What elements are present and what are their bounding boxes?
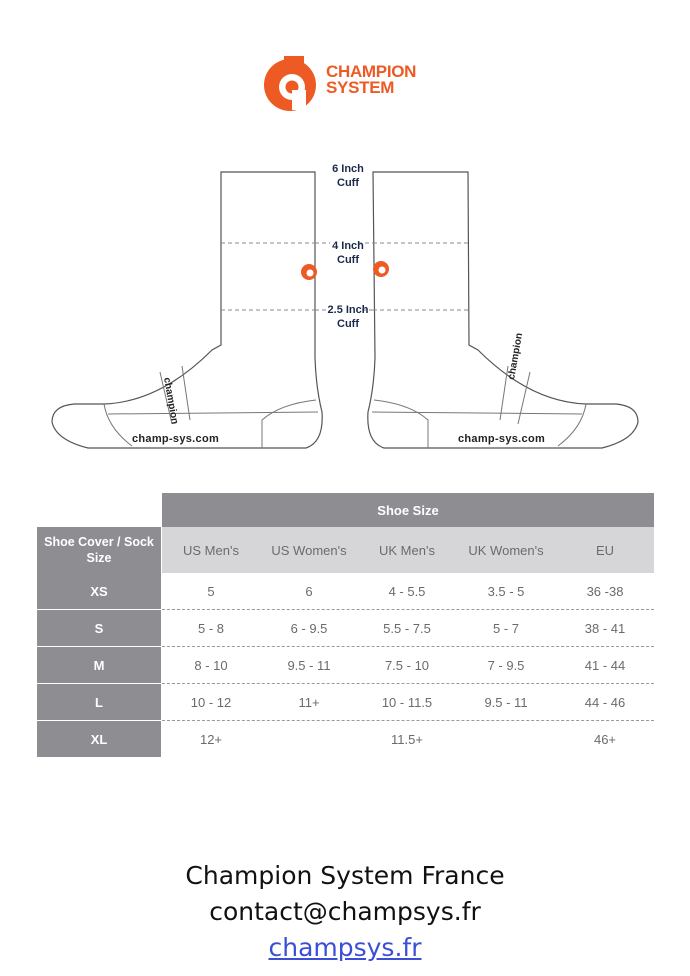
table-cell: 7.5 - 10 [384,658,430,673]
left-band-print: champion [161,376,181,426]
size-label: M [37,647,161,683]
brand-name [326,64,416,96]
shoe-size-group-header: Shoe Size [162,493,654,527]
table-row [37,647,654,684]
table-cell: 6 [305,584,313,599]
column-header-us-mens: US Men's [183,542,239,558]
table-row [37,721,654,758]
table-cell: 10 - 12 [190,695,232,710]
column-header-uk-mens: UK Men's [379,542,435,558]
contact-email: contact@champsys.fr [209,897,481,926]
table-cell: 9.5 - 11 [484,695,528,710]
table-cell: 9.5 - 11 [287,658,331,673]
champion-system-logo-icon [262,52,322,112]
table-cell: 3.5 - 5 [487,584,525,599]
brand-name-line1: CHAMPION [326,62,417,81]
table-row [37,573,654,610]
table-cell: 5 - 8 [197,621,224,636]
table-cell: 4 - 5.5 [388,584,426,599]
table-cell: 36 -38 [586,584,624,599]
table-cell: 38 - 41 [584,621,626,636]
table-cell: 41 - 44 [584,658,626,673]
left-ankle-logo-icon [301,264,317,280]
table-cell: 10 - 11.5 [381,695,433,710]
left-sock-outline [52,172,322,448]
left-sock-print: champ-sys.com [132,433,220,445]
column-header-us-womens: US Women's [271,542,347,558]
brand-name-line2: SYSTEM [326,78,395,97]
table-cell: 44 - 46 [584,695,626,710]
table-cell: 5 - 7 [492,621,519,636]
table-row [37,684,654,721]
sock-size-header: Shoe Cover / Sock Size [37,527,161,573]
size-label: L [37,684,161,720]
column-header-eu: EU [595,542,615,558]
company-name: Champion System France [185,861,505,890]
table-cell: 7 - 9.5 [487,658,525,673]
cuff-label-2-5inch: 2.5 Inch Cuff [327,304,369,330]
table-cell: 11.5+ [391,732,423,747]
sock-illustration [0,150,690,470]
size-label: XL [37,721,161,757]
table-cell: 5 [207,584,215,599]
size-label: XS [37,573,161,609]
cuff-label-4inch: 4 Inch Cuff [332,240,364,266]
table-cell: 11+ [298,695,320,710]
table-cell: 5.5 - 7.5 [383,621,431,636]
column-header-row [37,527,654,573]
table-row [37,610,654,647]
brand-logo [262,52,432,112]
cuff-label-6inch: 6 Inch Cuff [332,163,364,189]
table-cell: 46+ [593,732,617,747]
column-header-uk-womens: UK Women's [468,542,544,558]
table-cell: 8 - 10 [194,658,228,673]
table-cell: 12+ [199,732,223,747]
right-band-print: champion [506,332,526,381]
size-label: S [37,610,161,646]
table-cell [260,721,358,758]
table-cell: 6 - 9.5 [290,621,328,636]
website-row [0,933,690,962]
right-sock-print: champ-sys.com [458,433,546,445]
table-cell [456,721,556,758]
website-link[interactable]: champsys.fr [268,933,422,962]
